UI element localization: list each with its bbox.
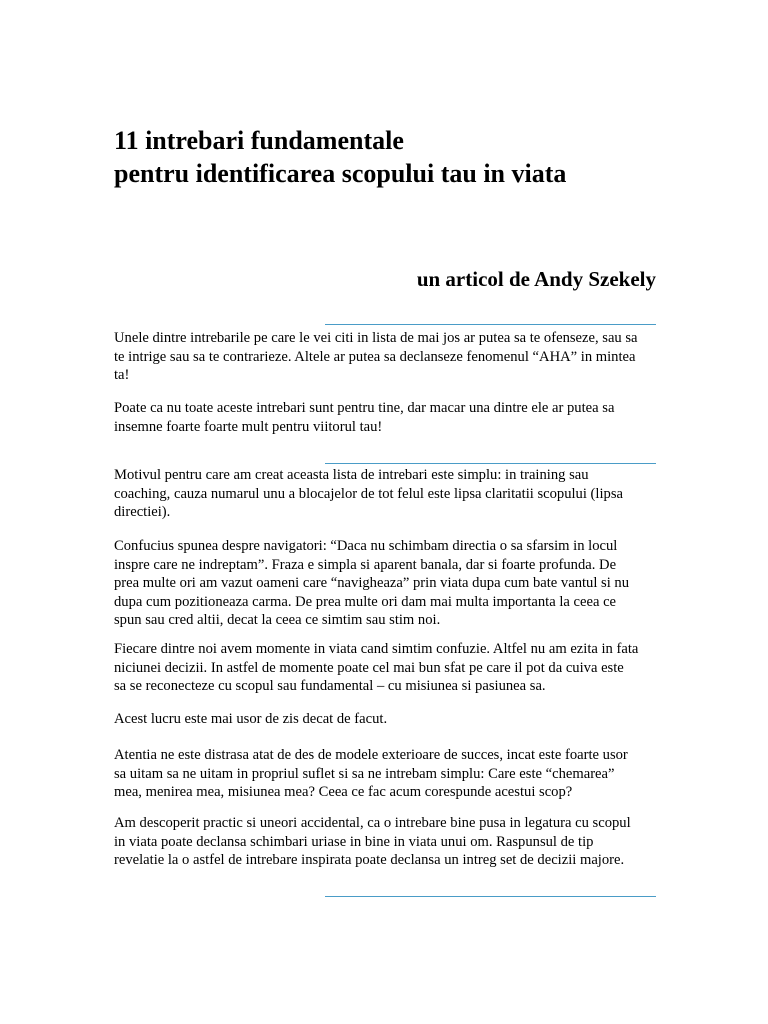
paragraph-line: ta! xyxy=(114,367,130,383)
author-byline: un articol de Andy Szekely xyxy=(416,267,656,291)
paragraph-line: Confucius spunea despre navigatori: “Daca nu schimbam directia o sa sfarsim in locul xyxy=(114,538,618,554)
paragraph-line: directiei). xyxy=(114,504,171,520)
paragraph-line: inspre care ne indreptam”. Fraza e simpla si aparent banala, dar si foarte profunda. De xyxy=(114,556,617,573)
paragraph-4 xyxy=(114,537,662,630)
section-divider-3 xyxy=(325,896,656,897)
title-line-1: 11 intrebari fundamentale xyxy=(114,126,404,155)
paragraph-line: revelatie la o astfel de intrebare inspirata poate declansa un intreg set de decizii majore. xyxy=(114,852,625,868)
section-divider-2 xyxy=(325,463,656,464)
paragraph-3 xyxy=(114,466,662,522)
paragraph-line: sa uitam sa ne uitam in propriul suflet si sa ne intrebam simplu: Care este “chemarea” xyxy=(114,765,615,782)
page-title xyxy=(114,124,714,190)
paragraph-line: spun sau cred altii, decat la ceea ce simtim sau stim noi. xyxy=(114,612,441,628)
paragraph-line: dupa cum pozitioneaza carma. De prea multe ori dam mai multa importanta la ceea ce xyxy=(114,593,617,610)
paragraph-line: niciunei decizii. In astfel de momente poate cel mai bun sfat pe care il pot da cuiva este xyxy=(114,659,624,676)
paragraph-line: in viata poate declansa schimbari uriase in bine in viata unui om. Raspunsul de tip xyxy=(114,833,594,850)
paragraph-7 xyxy=(114,746,662,802)
paragraph-line: Acest lucru este mai usor de zis decat de facut. xyxy=(114,711,388,727)
paragraph-line: Motivul pentru care am creat aceasta lista de intrebari este simplu: in training sau xyxy=(114,467,589,483)
paragraph-line: te intrige sau sa te contrarieze. Altele ar putea sa declanseze fenomenul “AHA” in mintea xyxy=(114,348,636,365)
paragraph-line: Am descoperit practic si uneori accidental, ca o intrebare bine pusa in legatura cu scopul xyxy=(114,815,631,831)
paragraph-5 xyxy=(114,640,662,696)
paragraph-line: coaching, cauza numarul unu a blocajelor de tot felul este lipsa claritatii scopului (lipsa xyxy=(114,485,623,502)
paragraph-line: sa se reconecteze cu scopul sau fundamental – cu misiunea si pasiunea sa. xyxy=(114,678,546,694)
paragraph-line: insemne foarte foarte mult pentru viitorul tau! xyxy=(114,418,383,435)
paragraph-line: Atentia ne este distrasa atat de des de modele exterioare de succes, incat este foarte usor xyxy=(114,747,628,763)
paragraph-line: Poate ca nu toate aceste intrebari sunt pentru tine, dar macar una dintre ele ar putea sa xyxy=(114,400,615,416)
title-line-2: pentru identificarea scopului tau in viata xyxy=(114,159,567,188)
paragraph-8 xyxy=(114,814,662,870)
paragraph-line: Unele dintre intrebarile pe care le vei citi in lista de mai jos ar putea sa te ofenseze, sau sa xyxy=(114,330,638,346)
paragraph-1 xyxy=(114,329,662,385)
section-divider-1 xyxy=(325,324,656,325)
paragraph-line: Fiecare dintre noi avem momente in viata cand simtim confuzie. Altfel nu am ezita in fata xyxy=(114,641,639,657)
paragraph-6 xyxy=(114,710,662,729)
paragraph-line: prea multe ori am vazut oameni care “navigheaza” prin viata dupa cum bate vantul si nu xyxy=(114,575,630,591)
paragraph-2 xyxy=(114,399,662,436)
paragraph-line: mea, menirea mea, misiunea mea? Ceea ce fac acum corespunde acestui scop? xyxy=(114,784,573,800)
